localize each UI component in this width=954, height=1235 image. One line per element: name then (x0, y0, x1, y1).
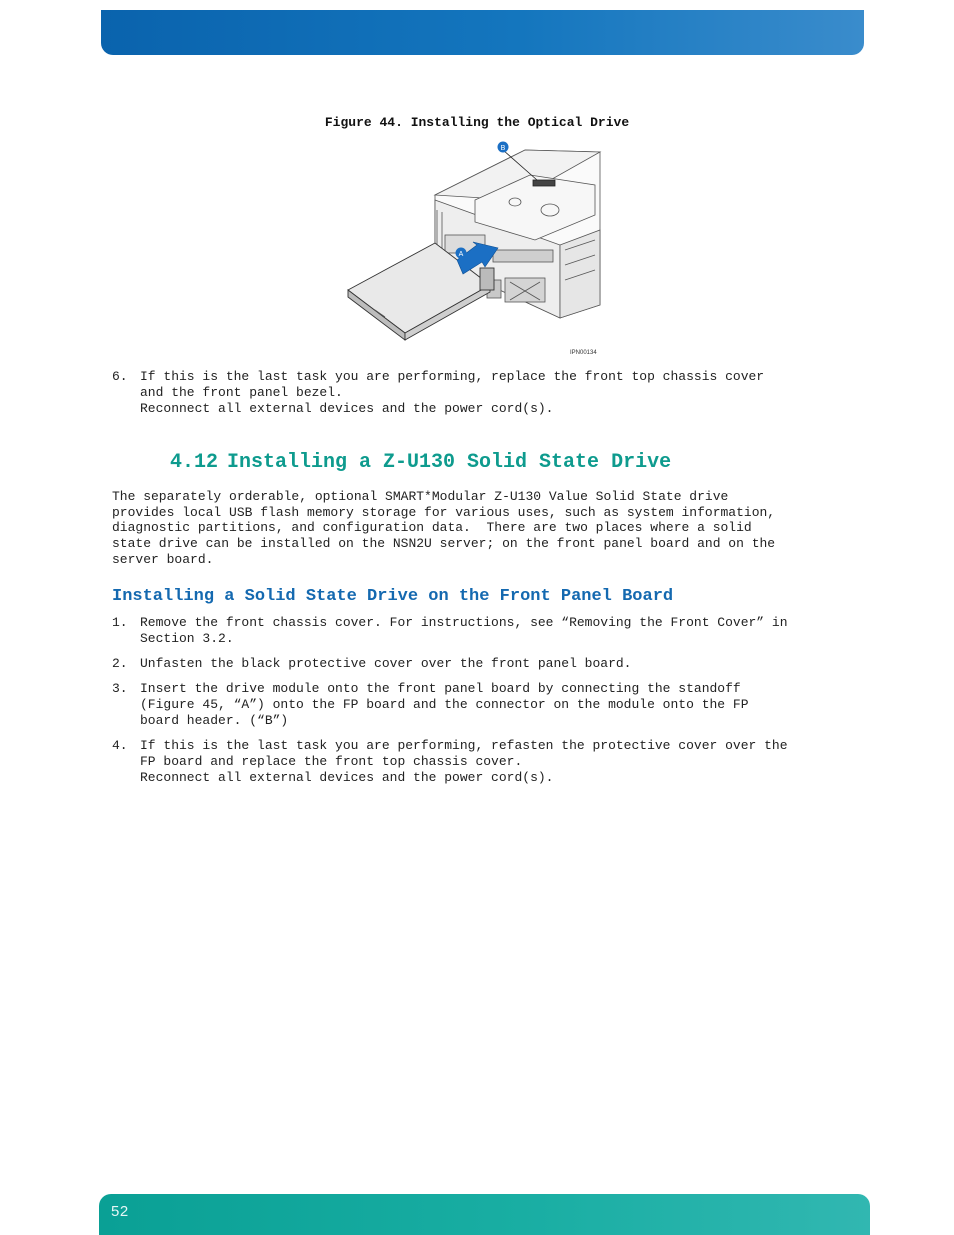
step-text-line: board header. (“B”) (140, 713, 289, 728)
step-number: 2. (112, 656, 128, 671)
step-text-line: Remove the front chassis cover. For instructions, see “Removing the Front Cover” in (140, 615, 788, 630)
page-number: 52 (111, 1203, 129, 1220)
intro-line: server board. (112, 552, 214, 567)
footer-bar (99, 1194, 870, 1235)
intro-line: The separately orderable, optional SMART*Modular Z-U130 Value Solid State drive (112, 489, 729, 504)
figure-part-code: IPN00134 (570, 350, 597, 356)
section-title: Installing a Z-U130 Solid State Drive (227, 451, 672, 474)
header-bar (101, 10, 864, 55)
step-text-line: FP board and replace the front top chassis cover. (140, 754, 523, 769)
intro-line: state drive can be installed on the NSN2U server; on the front panel board and on the (112, 536, 776, 551)
subsection-heading: Installing a Solid State Drive on the Front Panel Board (112, 587, 674, 606)
step-text-line: and the front panel bezel. (140, 385, 343, 400)
step-number: 6. (112, 369, 128, 384)
step-text-line: Reconnect all external devices and the power cord(s). (140, 770, 554, 785)
callout-a-label: A (458, 251, 464, 258)
step-number: 4. (112, 738, 128, 753)
intro-line: diagnostic partitions, and configuration data. There are two places where a solid (112, 520, 752, 535)
section-number: 4.12 (170, 451, 219, 474)
step-text-line: If this is the last task you are performing, replace the front top chassis cover (140, 369, 765, 384)
step-text-line: If this is the last task you are performing, refasten the protective cover over the (140, 738, 788, 753)
callout-b-label: B (500, 145, 506, 152)
step-text-line: (Figure 45, “A”) onto the FP board and the connector on the module onto the FP (140, 697, 749, 712)
step-number: 1. (112, 615, 128, 630)
optical-drive-illustration (345, 140, 607, 360)
step-text-line: Reconnect all external devices and the power cord(s). (140, 401, 554, 416)
figure-caption: Figure 44. Installing the Optical Drive (324, 115, 630, 130)
step-text-line: Insert the drive module onto the front panel board by connecting the standoff (140, 681, 741, 696)
section-heading (170, 451, 671, 474)
step-text-line: Unfasten the black protective cover over the front panel board. (140, 656, 632, 671)
intro-line: provides local USB flash memory storage for various uses, such as system information, (112, 505, 776, 520)
step-text-line: Section 3.2. (140, 631, 234, 646)
step-number: 3. (112, 681, 128, 696)
